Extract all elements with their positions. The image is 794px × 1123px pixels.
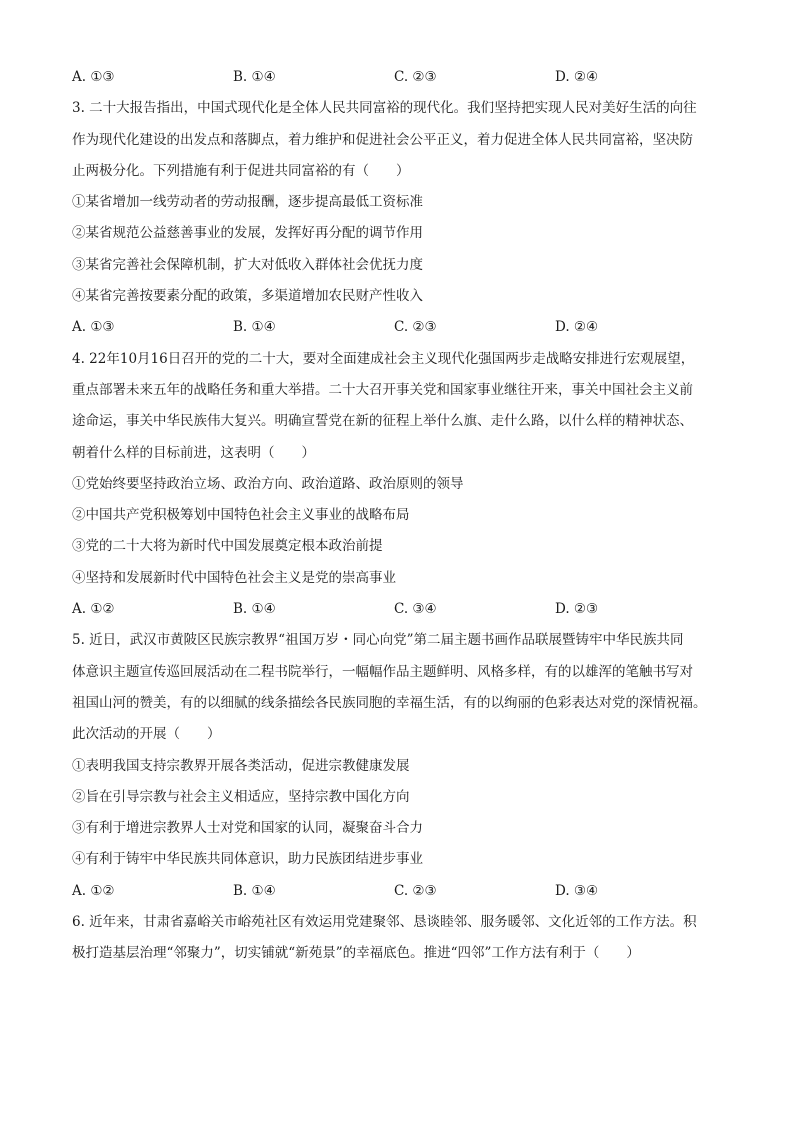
q4-statement-1: ①党始终要坚持政治立场、政治方向、政治道路、政治原则的领导 xyxy=(72,475,464,492)
q5-stem-line-4: 此次活动的开展（ ） xyxy=(72,726,221,743)
q3-statement-3: ③某省完善社会保障机制，扩大对低收入群体社会优抚力度 xyxy=(72,256,423,273)
q3-options xyxy=(72,312,736,343)
q2-option-a: A. ①③ xyxy=(72,69,115,85)
q4-statement-2: ②中国共产党积极筹划中国特色社会主义事业的战略布局 xyxy=(72,507,410,524)
q4-option-d: D. ②③ xyxy=(555,601,599,618)
q4-stem-line-3: 途命运，事关中华民族伟大复兴。明确宣誓党在新的征程上举什么旗、走什么路，以什么样的精神状态、 xyxy=(72,413,693,430)
q2-options xyxy=(72,62,736,93)
q4-stem-line-1: 4. 22年10月16日召开的党的二十大，要对全面建成社会主义现代化强国两步走战略安排进行宏观展望， xyxy=(72,350,695,367)
q4-statement-4: ④坚持和发展新时代中国特色社会主义是党的崇高事业 xyxy=(72,569,396,586)
q4-statement-3: ③党的二十大将为新时代中国发展奠定根本政治前提 xyxy=(72,538,383,555)
q5-option-b: B. ①④ xyxy=(233,882,276,899)
q5-options xyxy=(72,876,736,907)
q3-statement-2: ②某省规范公益慈善事业的发展，发挥好再分配的调节作用 xyxy=(72,225,423,242)
q3-option-c: C. ②③ xyxy=(394,319,437,336)
q4-options xyxy=(72,594,736,625)
q5-statement-1: ①表明我国支持宗教界开展各类活动，促进宗教健康发展 xyxy=(72,757,410,774)
question-6 xyxy=(72,907,736,970)
q4-stem-line-2: 重点部署未来五年的战略任务和重大举措。二十大召开事关党和国家事业继往开来，事关中国社会主义前 xyxy=(72,381,693,398)
q2-option-d: D. ②④ xyxy=(555,69,599,85)
q3-option-a: A. ①③ xyxy=(72,319,115,336)
q5-statement-3: ③有利于增进宗教界人士对党和国家的认同，凝聚奋斗合力 xyxy=(72,820,423,837)
q3-statement-1: ①某省增加一线劳动者的劳动报酬，逐步提高最低工资标准 xyxy=(72,194,423,211)
q3-stem-line-1: 3. 二十大报告指出，中国式现代化是全体人民共同富裕的现代化。我们坚持把实现人民对美好生活的向往 xyxy=(72,100,697,117)
q6-stem-line-2: 极打造基层治理“邻聚力”，切实铺就“新苑景”的幸福底色。推进“四邻”工作方法有利于（ ） xyxy=(72,945,640,962)
q4-stem-line-4: 朝着什么样的目标前进，这表明（ ） xyxy=(72,444,315,461)
q4-option-b: B. ①④ xyxy=(233,601,276,618)
q5-statement-2: ②旨在引导宗教与社会主义相适应，坚持宗教中国化方向 xyxy=(72,788,410,805)
question-3 xyxy=(72,93,736,343)
exam-page xyxy=(72,62,736,970)
question-5 xyxy=(72,625,736,907)
q4-option-a: A. ①② xyxy=(72,601,115,618)
q6-stem-line-1: 6. 近年来，甘肃省嘉峪关市峪苑社区有效运用党建聚邻、恳谈睦邻、服务暖邻、文化近邻的工作方法。积 xyxy=(72,914,697,931)
q2-option-c: C. ②③ xyxy=(394,69,437,85)
q4-option-c: C. ③④ xyxy=(394,601,437,618)
q3-option-d: D. ②④ xyxy=(555,319,599,336)
q5-stem-line-1: 5. 近日，武汉市黄陂区民族宗教界“祖国万岁・同心向党”第二届主题书画作品联展暨铸牢中华民族共同 xyxy=(72,632,684,649)
q5-option-c: C. ②③ xyxy=(394,882,437,899)
question-4 xyxy=(72,344,736,626)
q2-option-b: B. ①④ xyxy=(233,69,276,85)
q5-option-d: D. ③④ xyxy=(555,882,599,899)
q3-stem-line-3: 止两极分化。下列措施有利于促进共同富裕的有（ ） xyxy=(72,162,410,179)
q5-stem-line-2: 体意识主题宣传巡回展活动在二程书院举行，一幅幅作品主题鲜明、风格多样，有的以雄浑的笔触书写对 xyxy=(72,663,693,680)
q5-statement-4: ④有利于铸牢中华民族共同体意识，助力民族团结进步事业 xyxy=(72,851,423,868)
q5-stem-line-3: 祖国山河的赞美，有的以细腻的线条描绘各民族同胞的幸福生活，有的以绚丽的色彩表达对党的深情祝福。 xyxy=(72,694,707,711)
q5-option-a: A. ①② xyxy=(72,882,115,899)
q3-statement-4: ④某省完善按要素分配的政策，多渠道增加农民财产性收入 xyxy=(72,288,423,305)
q3-option-b: B. ①④ xyxy=(233,319,276,336)
q3-stem-line-2: 作为现代化建设的出发点和落脚点，着力维护和促进社会公平正义，着力促进全体人民共同富裕，坚决防 xyxy=(72,131,693,148)
